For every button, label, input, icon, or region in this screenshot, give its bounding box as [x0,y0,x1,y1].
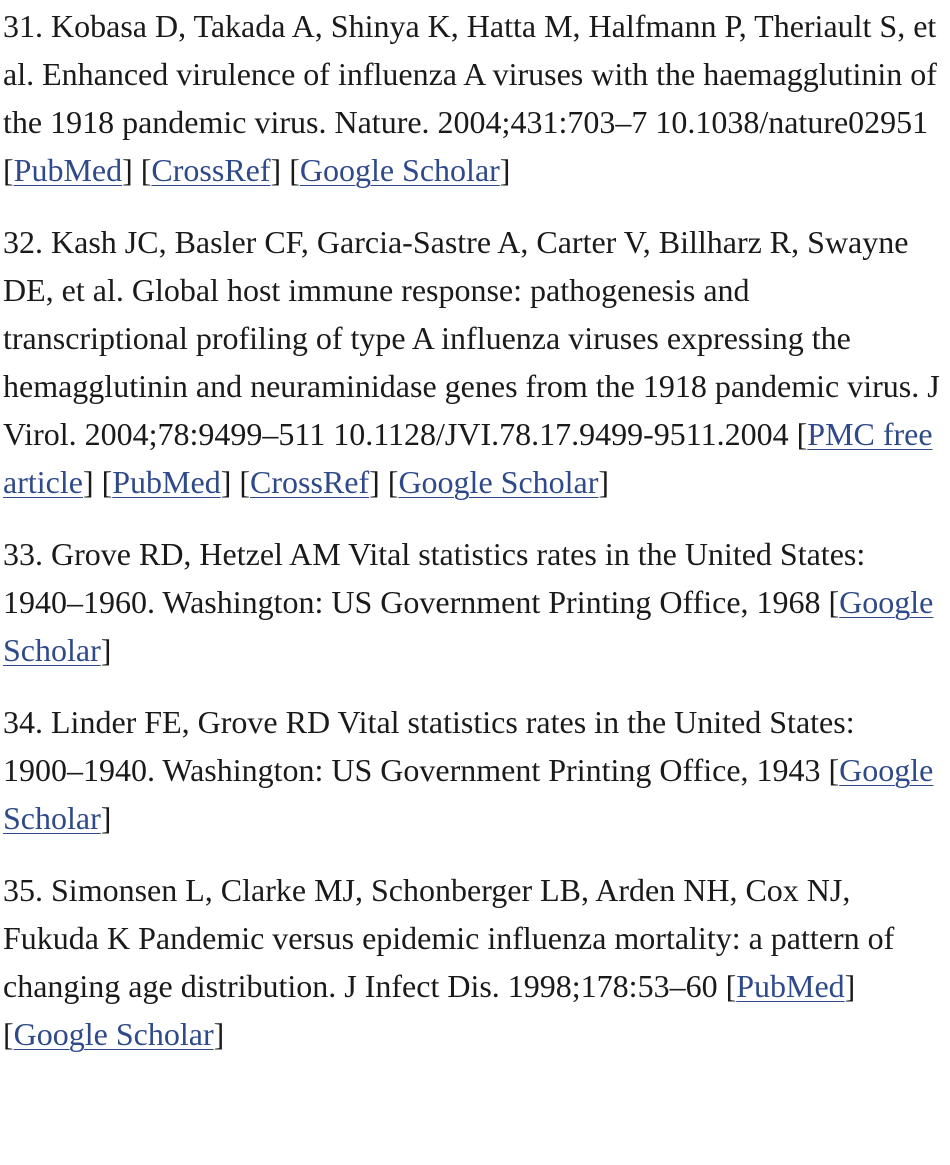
pubmed-link[interactable]: PubMed [736,968,845,1004]
reference-35: 35. Simonsen L, Clarke MJ, Schonberger LB, Arden NH, Cox NJ, Fukuda K Pandemic versus epidemic influenza mortality: a pattern of changing age distribution. J Infect Dis. 1998;178:53–60 [PubMed] [Google Scholar] [3,872,895,1052]
google-scholar-link[interactable]: Google Scholar [3,584,934,668]
reference-33: 33. Grove RD, Hetzel AM Vital statistics rates in the United States: 1940–1960. Washington: US Government Printing Office, 1968 [Google Scholar] [3,536,934,668]
reference-citation: Linder FE, Grove RD Vital statistics rates in the United States: 1900–1940. Washington: US Government Printing Office, 1943 [3,704,855,788]
crossref-link[interactable]: CrossRef [151,152,271,188]
reference-citation: Grove RD, Hetzel AM Vital statistics rates in the United States: 1940–1960. Washington: US Government Printing Office, 1968 [3,536,866,620]
reference-number: 31. [3,8,43,44]
google-scholar-link[interactable]: Google Scholar [3,752,934,836]
reference-31: 31. Kobasa D, Takada A, Shinya K, Hatta M, Halfmann P, Theriault S, et al. Enhanced virulence of influenza A viruses with the haemagglutinin of the 1918 pandemic virus. Nature. 2004;431:703–7 10.1038/nature02951 [PubMed] [CrossRef] [Google Scholar] [3,8,937,188]
reference-citation: Simonsen L, Clarke MJ, Schonberger LB, Arden NH, Cox NJ, Fukuda K Pandemic versus epidemic influenza mortality: a pattern of changing age distribution. J Infect Dis. 1998;178:53–60 [3,872,895,1004]
crossref-link[interactable]: CrossRef [250,464,370,500]
reference-number: 32. [3,224,43,260]
google-scholar-link[interactable]: Google Scholar [299,152,500,188]
reference-32: 32. Kash JC, Basler CF, Garcia-Sastre A, Carter V, Billharz R, Swayne DE, et al. Global host immune response: pathogenesis and transcriptional profiling of type A influenza viruses expressing the hemagglutinin and neuraminidase genes from the 1918 pandemic virus. J Virol. 2004;78:9499–511 10.1128/JVI.78.17.9499-9511.2004 [PMC free article] [PubMed] [CrossRef] [Google Scholar] [3,224,940,500]
reference-number: 33. [3,536,43,572]
reference-citation: Kobasa D, Takada A, Shinya K, Hatta M, Halfmann P, Theriault S, et al. Enhanced virulence of influenza A viruses with the haemagglutinin of the 1918 pandemic virus. Nature. 2004;431:703–7 10.1038/nature02951 [3,8,937,140]
reference-list [0,2,950,1058]
google-scholar-link[interactable]: Google Scholar [398,464,599,500]
pubmed-link[interactable]: PubMed [112,464,221,500]
reference-citation: Kash JC, Basler CF, Garcia-Sastre A, Carter V, Billharz R, Swayne DE, et al. Global host immune response: pathogenesis and transcriptional profiling of type A influenza viruses expressing the hemagglutinin and neuraminidase genes from the 1918 pandemic virus. J Virol. 2004;78:9499–511 10.1128/JVI.78.17.9499-9511.2004 [3,224,940,452]
reference-number: 34. [3,704,43,740]
pmc-free-article-link[interactable]: PMC free article [3,416,933,500]
pubmed-link[interactable]: PubMed [13,152,123,188]
reference-34: 34. Linder FE, Grove RD Vital statistics rates in the United States: 1900–1940. Washington: US Government Printing Office, 1943 [Google Scholar] [3,704,934,836]
reference-number: 35. [3,872,43,908]
google-scholar-link[interactable]: Google Scholar [13,1016,214,1052]
